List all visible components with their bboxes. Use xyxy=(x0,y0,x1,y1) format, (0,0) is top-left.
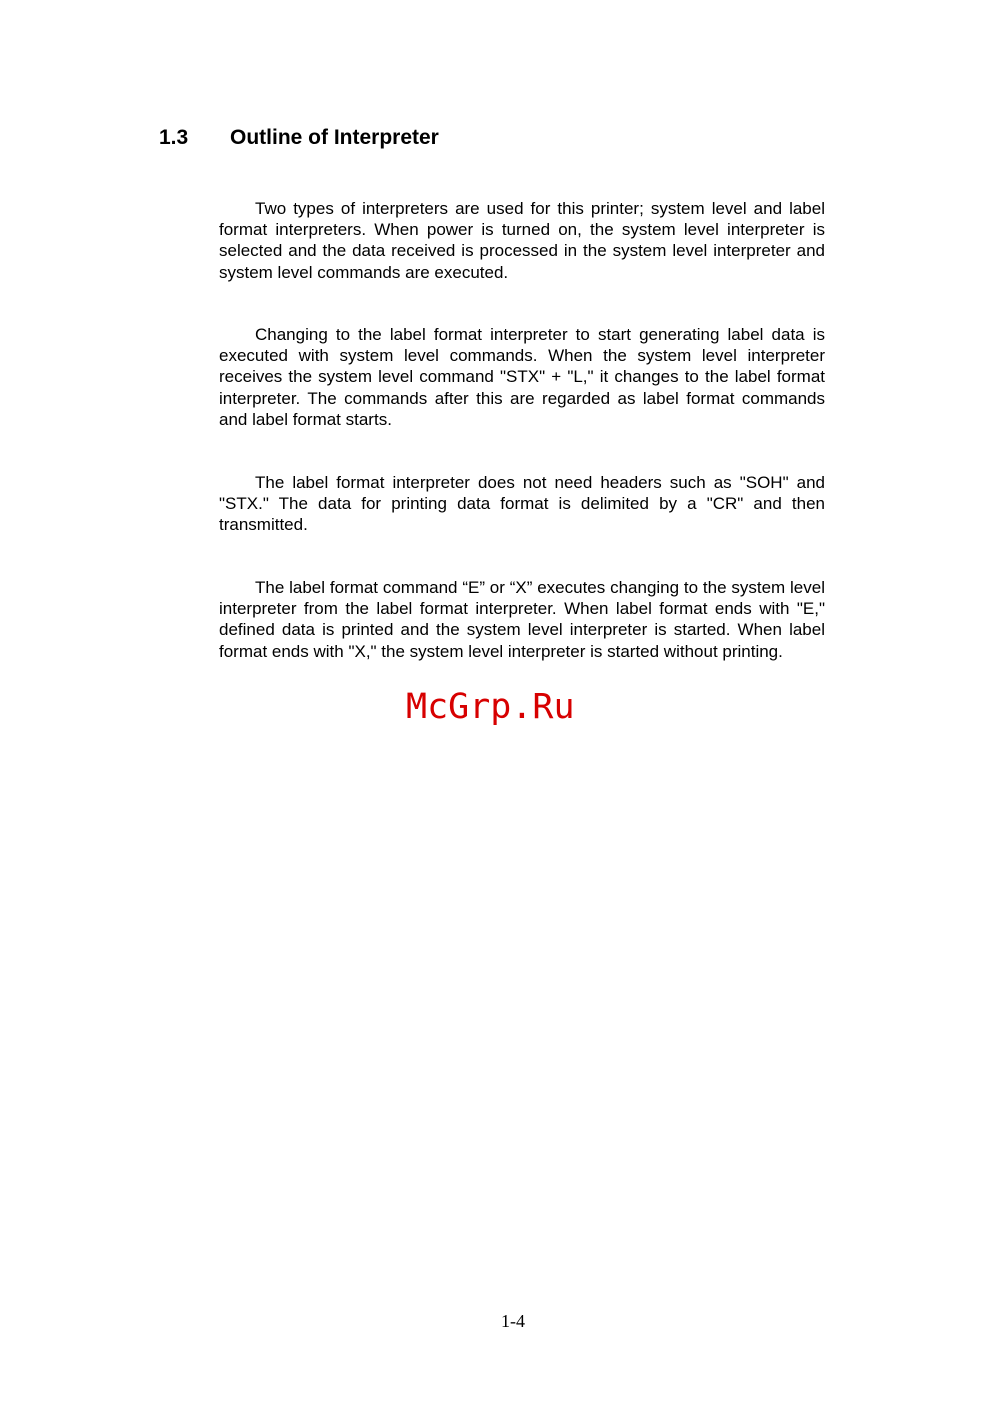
paragraph-changing-to-label-format: Changing to the label format interpreter to start generating label data is executed with system level commands. When the system level interpreter receives the system level command "STX" + "L," it changes to the label format interpreter. The commands after this are regarded as label format commands and label format starts. xyxy=(219,325,825,429)
section-number: 1.3 xyxy=(159,126,189,149)
watermark: McGrp.Ru xyxy=(406,687,575,727)
paragraph-headers: The label format interpreter does not need headers such as "SOH" and "STX." The data for printing data format is delimited by a "CR" and then transmitted. xyxy=(219,473,825,535)
paragraph-interpreter-types: Two types of interpreters are used for this printer; system level and label format interpreters. When power is turned on, the system level interpreter is selected and the data received is processed in the system level interpreter and system level commands are executed. xyxy=(219,199,825,282)
section-heading xyxy=(159,126,439,150)
page-number: 1-4 xyxy=(501,1311,525,1331)
section-title: Outline of Interpreter xyxy=(230,126,439,149)
paragraph-ending-label-format: The label format command “E” or “X” executes changing to the system level interpreter from the label format interpreter. When label format ends with "E," defined data is printed and the system level interpreter is started. When label format ends with "X," the system level interpreter is started without printing. xyxy=(219,578,825,661)
